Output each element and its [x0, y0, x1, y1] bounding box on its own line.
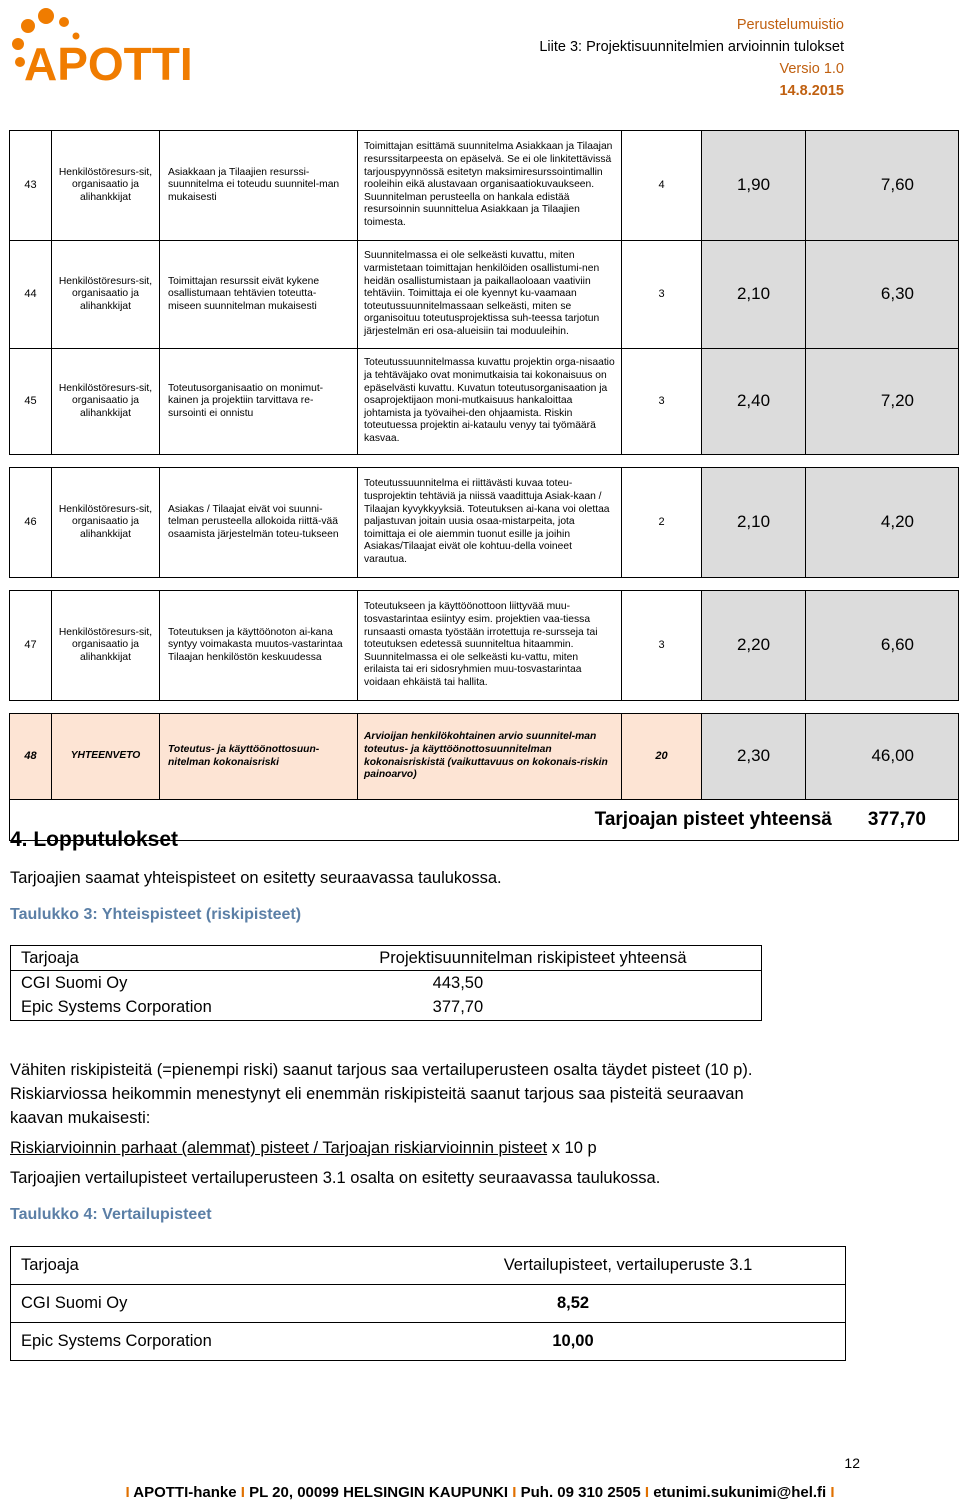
footer-separator: I [125, 1484, 130, 1501]
row-number: 47 [10, 591, 52, 701]
table3-cell: CGI Suomi Oy [21, 973, 128, 992]
risk-points: 2,10 [702, 468, 806, 578]
table4-header-row [11, 1247, 846, 1285]
logo-text: APOTTI [24, 38, 193, 86]
paragraph-3: Tarjoajien vertailupisteet vertailuperusteen 3.1 osalta on esitetty seuraavassa taulukossa. [10, 1169, 661, 1187]
paragraph-1: Vähiten riskipisteitä (=pienempi riski) saanut tarjous saa vertailuperusteen osalta täydet pisteet (10 p). [10, 1061, 753, 1079]
paragraph-2a: Riskiarviossa heikommin menestynyt eli enemmän riskipisteitä saanut tarjous saa pisteitä seuraavan [10, 1085, 744, 1103]
apotti-logo-graphic [6, 4, 221, 86]
table3 [10, 945, 762, 1021]
risk-title: Toteutuksen ja käyttöönoton ai-kana syntyy voimakasta muutos-vastarintaa Tilaajan henkilöstön keskuudessa [160, 591, 358, 701]
table4-cell: Epic Systems Corporation [21, 1332, 212, 1350]
risk-area: Henkilöstöresurs-sit, organisaatio ja alihankkijat [52, 349, 160, 455]
table-row [10, 241, 959, 349]
section-heading: 4. Lopputulokset [10, 828, 178, 851]
footer-part: PL 20, 00099 HELSINGIN KAUPUNKI [249, 1484, 509, 1501]
table3-cell: 377,70 [432, 998, 484, 1017]
risk-points: 2,10 [702, 241, 806, 349]
table-row [11, 1323, 846, 1361]
risk-total: 7,60 [806, 131, 959, 241]
table3-header-cell: Tarjoaja [21, 948, 79, 967]
table4-cell: 10,00 [552, 1332, 594, 1350]
risk-area: Henkilöstöresurs-sit, organisaatio ja alihankkijat [52, 591, 160, 701]
risk-area: Henkilöstöresurs-sit, organisaatio ja alihankkijat [52, 468, 160, 578]
row-number: 45 [10, 349, 52, 455]
risk-description: Toteutussuunnitelmassa kuvattu projektin orga-nisaatio ja tehtäväjako ovat monimutkaisia tai kokonaisuus on epäselvästi kuvattu. Kuvatun toteutusorganisaation ja osaprojektijaon moni-mutkaisuus hankaloittaa johtamista ja työvaihei-den ohjaamista. Riskin toteutuessa projektin ai-kataulu venyy tai työmäärä kasvaa. [358, 349, 622, 455]
risk-description: Toteutussuunnitelma ei riittävästi kuvaa toteu-tusprojektin tehtäviä ja niissä vaadittuja Asiak-kaan / Tilaajan kyvykkyyksiä. Toteutuksen ai-kana voi olettaa paljastuvan joitain uusia osaa-mistarpeita, jota toimittaja ei ole aiemmin tuonut esille ja joihin Asiakas/Tilaajat eivät ole kohtuu-della voineet varautua. [358, 468, 622, 578]
table-row [11, 1285, 846, 1323]
header-title: Perustelumuistio [736, 17, 844, 33]
risk-area: Henkilöstöresurs-sit, organisaatio ja alihankkijat [52, 241, 160, 349]
risk-description: Toimittajan esittämä suunnitelma Asiakkaan ja Tilaajan resurssitarpeesta on epäselvä. Se ei ole linkitettävissä tarjouspyynnössä esitetyn maksimiresurssointimallin rooleihin eikä alustavaan organisaatiokuvaukseen. Suunnitelman perusteella on hankala edistää resursoinnin suunnittelua Asiakkaan ja Tilaajien toimesta. [358, 131, 622, 241]
risk-total: 6,30 [806, 241, 959, 349]
footer [0, 1484, 960, 1501]
risk-description: Suunnitelmassa ei ole selkeästi kuvattu, miten varmistetaan toimittajan henkilöiden osallistumi-nen heidän osallistumistaan ja paikallaoloaan vaativiin tehtäviin. Toimittaja ei ole kyennyt ku-vaamaan toteutussuunnitelmassaan selkeästi, miten se organisoituu toteutusprojektissa suh-teessa tarjotun järjestelmän eri osa-alueisiin tai moduuleihin. [358, 241, 622, 349]
risk-points: 2,40 [702, 349, 806, 455]
formula-tail: x 10 p [551, 1139, 597, 1157]
risk-weight: 4 [622, 131, 702, 241]
risk-total: 7,20 [806, 349, 959, 455]
risk-total: 6,60 [806, 591, 959, 701]
table4-caption: Taulukko 4: Vertailupisteet [10, 1206, 212, 1223]
table3-cell: Epic Systems Corporation [21, 998, 212, 1017]
table-row [10, 591, 959, 701]
risk-weight: 20 [622, 714, 702, 800]
risk-weight: 3 [622, 241, 702, 349]
risk-title: Toteutus- ja käyttöönottosuun-nitelman kokonaisriski [160, 714, 358, 800]
formula [10, 1139, 597, 1158]
grand-total-value: 377,70 [867, 808, 926, 830]
footer-part: Puh. 09 310 2505 [520, 1484, 641, 1501]
table-row [11, 971, 762, 996]
header-version: Versio 1.0 [779, 61, 844, 77]
footer-separator: I [644, 1484, 650, 1501]
table-row [10, 468, 959, 578]
table-row [10, 131, 959, 241]
row-number: 48 [10, 714, 52, 800]
table-row [10, 349, 959, 455]
page-number: 12 [844, 1455, 860, 1471]
risk-title: Toteutusorganisaatio on monimut-kainen ja projektiin tarvittava re-sursointi ei onnistu [160, 349, 358, 455]
document-header [539, 14, 844, 102]
paragraph-2b: kaavan mukaisesti: [10, 1109, 151, 1127]
summary-row [10, 714, 959, 800]
risk-area: YHTEENVETO [52, 714, 160, 800]
risk-weight: 3 [622, 591, 702, 701]
risk-weight: 2 [622, 468, 702, 578]
risk-points: 2,20 [702, 591, 806, 701]
section-intro: Tarjoajien saamat yhteispisteet on esitetty seuraavassa taulukossa. [10, 869, 502, 887]
risk-title: Toimittajan resurssit eivät kykene osallistumaan tehtävien toteutta-miseen suunnitelman mukaisesti [160, 241, 358, 349]
row-number: 46 [10, 468, 52, 578]
footer-part: APOTTI-hanke [133, 1484, 237, 1501]
table4-header-cell: Vertailupisteet, vertailuperuste 3.1 [503, 1256, 753, 1274]
risk-area: Henkilöstöresurs-sit, organisaatio ja alihankkijat [52, 131, 160, 241]
footer-separator: I [830, 1484, 835, 1501]
table-row [11, 996, 762, 1021]
risk-weight: 3 [622, 349, 702, 455]
row-number: 44 [10, 241, 52, 349]
risk-description: Arvioijan henkilökohtainen arvio suunnitel-man toteutus- ja käyttöönottosuunnitelman kokonaisriskistä (vaikuttavuus on kokonais-riskin painoarvo) [358, 714, 622, 800]
risk-total: 4,20 [806, 468, 959, 578]
risk-total: 46,00 [806, 714, 959, 800]
table3-header-cell: Projektisuunnitelman riskipisteet yhteensä [379, 948, 687, 967]
risk-description: Toteutukseen ja käyttöönottoon liittyvää muu-tosvastarintaa esiintyy esim. projektien vaa-tiessa runsaasti omasta työstään irrotettuja re-sursseja tai toteutuksen edetessä suunniteltua hitaammin. Suunnitelmassa ei ole selkeästi ku-vattu, miten erilaista tai eri sidosryhmien muu-tosvastarintaa voidaan ehkäistä tai hallita. [358, 591, 622, 701]
row-gap [10, 455, 959, 468]
table3-header-row [11, 946, 762, 971]
table3-cell: 443,50 [432, 973, 484, 992]
risk-points: 2,30 [702, 714, 806, 800]
formula-text: Riskiarvioinnin parhaat (alemmat) pisteet / Tarjoajan riskiarvioinnin pisteet [10, 1139, 548, 1157]
row-gap [10, 701, 959, 714]
table4 [10, 1246, 846, 1361]
footer-separator: I [512, 1484, 517, 1501]
grand-total-label: Tarjoajan pisteet yhteensä [594, 808, 832, 830]
risk-title: Asiakkaan ja Tilaajien resurssi-suunnitelma ei toteudu suunnitel-man mukaisesti [160, 131, 358, 241]
apotti-logo [6, 4, 221, 86]
table4-cell: 8,52 [556, 1294, 590, 1312]
table4-cell: CGI Suomi Oy [21, 1294, 128, 1312]
risk-title: Asiakas / Tilaajat eivät voi suunni-telman perusteella allokoida riittä-vää osaamista järjestelmän toteu-tukseen [160, 468, 358, 578]
header-date: 14.8.2015 [779, 83, 844, 99]
row-gap [10, 578, 959, 591]
table4-header-cell: Tarjoaja [21, 1256, 79, 1274]
row-number: 43 [10, 131, 52, 241]
risk-points: 1,90 [702, 131, 806, 241]
table3-caption: Taulukko 3: Yhteispisteet (riskipisteet) [10, 906, 302, 923]
risk-table [9, 130, 959, 841]
footer-part: etunimi.sukunimi@hel.fi [653, 1484, 827, 1501]
footer-separator: I [240, 1484, 245, 1501]
header-subtitle: Liite 3: Projektisuunnitelmien arvioinnin tulokset [539, 39, 844, 55]
